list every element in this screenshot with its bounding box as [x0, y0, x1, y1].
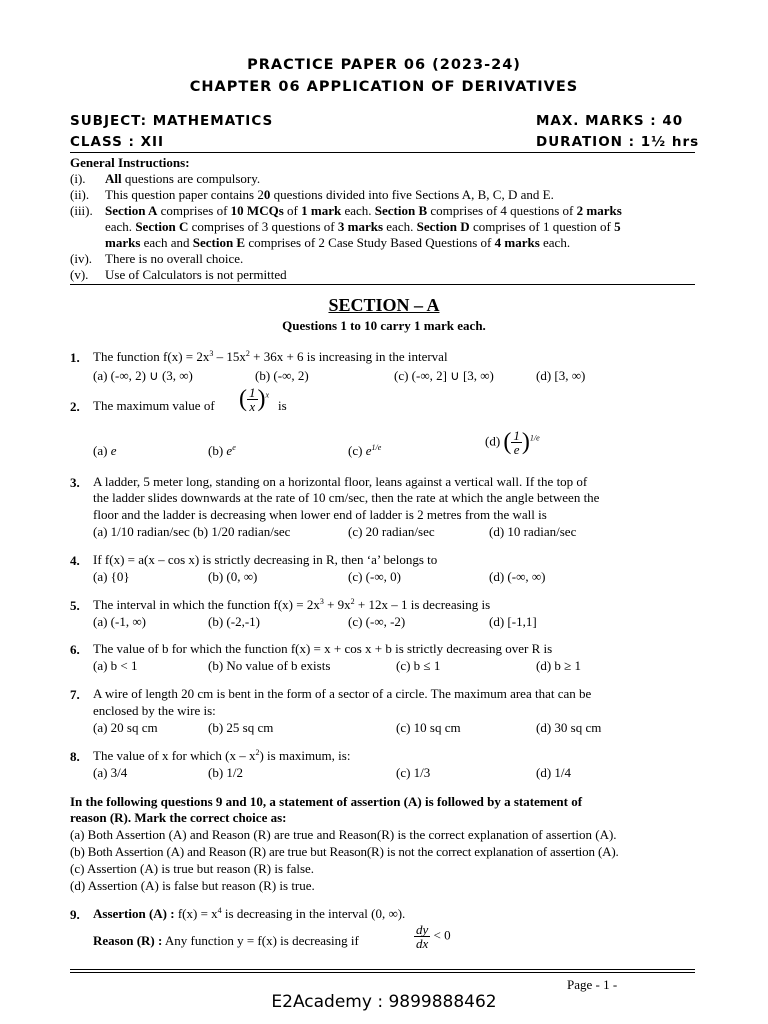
assertion-choice-b: (b) Both Assertion (A) and Reason (R) are true but Reason(R) is not the correct explanation of assertion (A).: [70, 844, 619, 859]
question-2-text: The maximum value of: [93, 398, 215, 413]
question-6-option-b: (b) No value of b exists: [208, 658, 331, 673]
question-6-number: 6.: [70, 642, 80, 657]
question-2-option-a: (a) e: [93, 443, 117, 458]
instruction-4: There is no overall choice.: [105, 251, 244, 266]
question-3-option-ab: (a) 1/10 radian/sec (b) 1/20 radian/sec: [93, 524, 291, 539]
assertion-intro-line-2: reason (R). Mark the correct choice as:: [70, 810, 287, 825]
question-4-option-b: (b) (0, ∞): [208, 569, 258, 584]
question-4-option-d: (d) (-∞, ∞): [489, 569, 546, 584]
subject-label: SUBJECT: MATHEMATICS: [70, 113, 274, 129]
question-3-line-2: the ladder slides downwards at the rate of 10 cm/sec, then the rate at which the angle between the: [93, 490, 600, 505]
section-subtitle: Questions 1 to 10 carry 1 mark each.: [282, 318, 486, 333]
instruction-2: This question paper contains 20 questions divided into five Sections A, B, C, D and E.: [105, 187, 554, 202]
max-marks-label: MAX. MARKS : 40: [536, 113, 684, 129]
question-3-line-1: A ladder, 5 meter long, standing on a horizontal floor, leans against a vertical wall. If the top of: [93, 474, 588, 489]
question-7-line-1: A wire of length 20 cm is bent in the form of a sector of a circle. The maximum area that can be: [93, 686, 592, 701]
instruction-2-num: (ii).: [70, 187, 90, 202]
instructions-heading: General Instructions:: [70, 155, 190, 170]
question-2-option-d-label: (d): [485, 433, 501, 449]
question-8-text: The value of x for which $(x - x^2)$ is maximum, is:: [93, 748, 351, 763]
instructions-divider: [70, 284, 695, 285]
question-5-option-d: (d) [-1,1]: [489, 614, 537, 629]
footer-divider-1: [70, 969, 695, 970]
question-6-text: The value of b for which the function f(x) = x + cos x + b is strictly decreasing over R is: [93, 641, 553, 656]
question-7-number: 7.: [70, 687, 80, 702]
paper-title: PRACTICE PAPER 06 (2023-24): [247, 57, 521, 73]
question-6-option-c: (c) b ≤ 1: [396, 658, 441, 673]
assertion-intro-line-1: In the following questions 9 and 10, a statement of assertion (A) is followed by a statement of: [70, 794, 583, 809]
question-2-number: 2.: [70, 399, 80, 414]
question-8-option-a: (a) 3/4: [93, 765, 128, 780]
question-1-option-a: (a) (-∞, 2) ∪ (3, ∞): [93, 368, 193, 383]
question-4-number: 4.: [70, 553, 80, 568]
question-5-option-b: (b) (-2,-1): [208, 614, 260, 629]
question-2-option-a-label: (a): [93, 443, 108, 458]
duration-label: DURATION : 1½ hrs: [536, 134, 700, 150]
question-7-option-b: (b) 25 sq cm: [208, 720, 274, 735]
section-title: SECTION – A: [328, 295, 440, 315]
question-3-option-d: (d) 10 radian/sec: [489, 524, 577, 539]
assertion-label: Assertion (A) :: [93, 906, 175, 921]
question-9-assertion: Assertion (A) : $f(x) = x^4$ is decreasing in the interval (0, ∞).: [93, 906, 406, 921]
question-5-option-a: (a) (-1, ∞): [93, 614, 146, 629]
question-1-option-b: (b) (-∞, 2): [255, 368, 309, 383]
question-8-option-d: (d) 1/4: [536, 765, 572, 780]
question-3-line-3: floor and the ladder is decreasing when lower end of ladder is 2 metres from the wall is: [93, 507, 547, 522]
question-2-option-c: (c) $e^{1/e}$: [348, 443, 382, 458]
page-number: Page - 1 -: [567, 977, 618, 992]
chapter-title: CHAPTER 06 APPLICATION OF DERIVATIVES: [189, 79, 579, 95]
question-9-derivative: $\frac{dy}{dx}$ < 0: [416, 922, 451, 951]
question-1-text: The function $f(x) = 2x^3 - 15x^2 + 36x + 6$ is increasing in the interval: [93, 349, 448, 364]
question-5-text: The interval in which the function $f(x) = 2x^3 + 9x^2 + 12x - 1$ is decreasing is: [93, 597, 491, 612]
reason-text: Any function y = f(x) is decreasing if: [164, 933, 359, 948]
question-8-option-b: (b) 1/2: [208, 765, 244, 780]
question-4-option-a: (a) {0}: [93, 569, 130, 584]
assertion-choice-c: (c) Assertion (A) is true but reason (R) is false.: [70, 861, 315, 876]
instruction-5-num: (v).: [70, 267, 89, 282]
question-1-option-c: (c) (-∞, 2] ∪ [3, ∞): [394, 368, 494, 383]
class-label: CLASS : XII: [70, 134, 165, 150]
question-2-is: is: [278, 398, 287, 413]
question-6-option-a: (a) b < 1: [93, 658, 138, 673]
question-9-reason: [93, 933, 359, 950]
question-3-option-c: (c) 20 radian/sec: [348, 524, 435, 539]
instruction-5: Use of Calculators is not permitted: [105, 267, 287, 282]
question-4-option-c: (c) (-∞, 0): [348, 569, 401, 584]
header-divider: [70, 152, 695, 153]
footer-divider-2: [70, 972, 695, 973]
question-7-option-c: (c) 10 sq cm: [396, 720, 461, 735]
question-5-number: 5.: [70, 598, 80, 613]
question-7-option-a: (a) 20 sq cm: [93, 720, 158, 735]
question-8-number: 8.: [70, 749, 80, 764]
instruction-1-text: questions are compulsory.: [124, 171, 261, 186]
instruction-1-lead: All: [105, 171, 122, 186]
question-7-line-2: enclosed by the wire is:: [93, 703, 216, 718]
question-2-expression: ( $\frac{1}{x}$ )$^x$: [239, 385, 270, 414]
question-7-option-d: (d) 30 sq cm: [536, 720, 602, 735]
question-2-option-b: (b) $e^e$: [208, 443, 236, 458]
question-1-number: 1.: [70, 350, 80, 365]
question-5-option-c: (c) (-∞, -2): [348, 614, 406, 629]
instruction-3-line1: Section A comprises of 10 MCQs of 1 mark each. Section B comprises of 4 questions of 2 marks: [105, 203, 622, 218]
question-9-number: 9.: [70, 907, 80, 922]
instruction-3-num: (iii).: [70, 203, 93, 218]
question-6-option-d: (d) b ≥ 1: [536, 658, 582, 673]
question-8-option-c: (c) 1/3: [396, 765, 431, 780]
reason-label: Reason (R) :: [93, 933, 163, 948]
question-2-option-c-label: (c): [348, 443, 363, 458]
instruction-3-line3: marks each and Section E comprises of 2 Case Study Based Questions of 4 marks each.: [105, 235, 571, 250]
assertion-choice-d: (d) Assertion (A) is false but reason (R) is true.: [70, 878, 315, 893]
instruction-4-num: (iv).: [70, 251, 93, 266]
question-2-option-d: (d) ( $\frac{1}{e}$ )$^{1/e}$: [485, 428, 540, 457]
question-2-option-b-label: (b): [208, 443, 224, 458]
assertion-choice-a: (a) Both Assertion (A) and Reason (R) are true and Reason(R) is the correct explanation of assertion (A).: [70, 827, 617, 842]
question-4-text: If f(x) = a(x – cos x) is strictly decreasing in R, then ‘a’ belongs to: [93, 552, 438, 567]
instruction-1-num: (i).: [70, 171, 86, 186]
question-3-number: 3.: [70, 475, 80, 490]
academy-brand: E2Academy : 9899888462: [271, 992, 497, 1012]
instruction-3-line2: each. Section C comprises of 3 questions of 3 marks each. Section D comprises of 1 question of 5: [105, 219, 621, 234]
question-1-option-d: (d) [3, ∞): [536, 368, 586, 383]
instruction-1: [105, 171, 260, 186]
